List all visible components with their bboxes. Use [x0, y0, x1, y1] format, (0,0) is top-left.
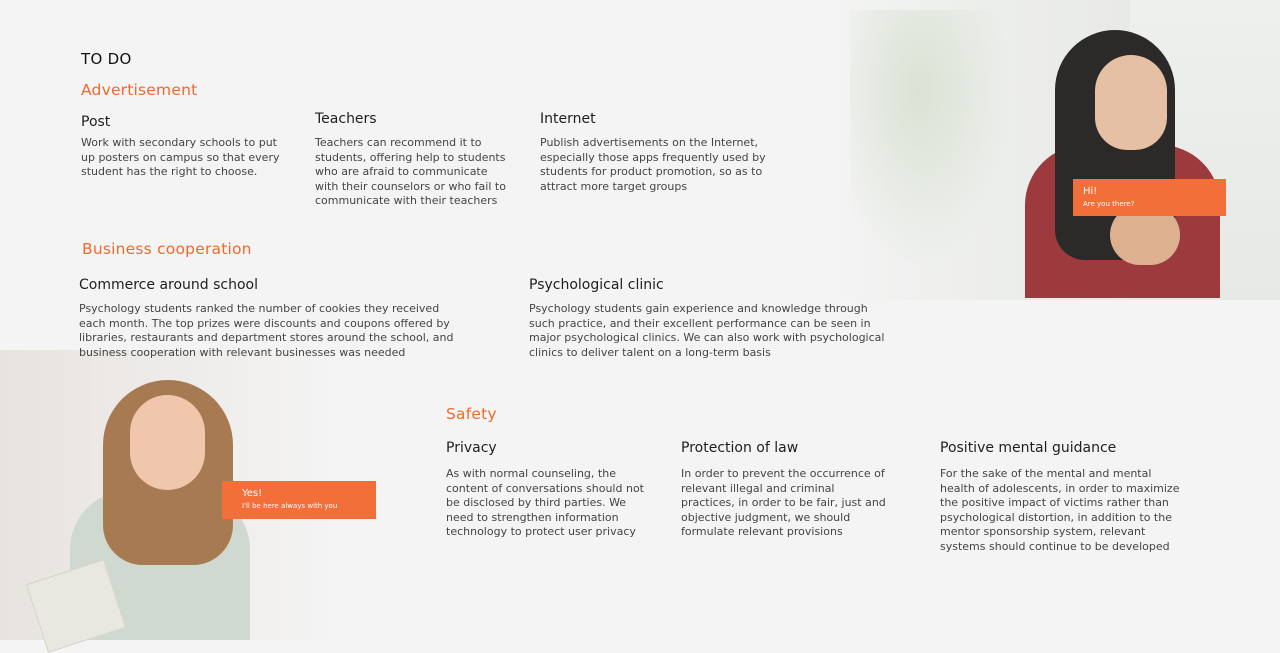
section-title-safety: Safety	[446, 405, 497, 423]
item-title-commerce: Commerce around school	[79, 277, 258, 293]
chat-bubble-left-line1: Yes!	[242, 488, 263, 499]
chat-bubble-left	[222, 481, 376, 519]
item-text-protection-of-law: In order to prevent the occurrence of relevant illegal and criminal practices, in order to be fair, just and objective judgment, we should formulate relevant provisions	[681, 467, 886, 538]
item-text-privacy: As with normal counseling, the content of conversations should not be disclosed by third parties. We need to strengthen information technology to protect user privacy	[446, 467, 644, 538]
section-title-advertisement: Advertisement	[81, 81, 198, 99]
chat-bubble-right-line2: Are you there?	[1083, 200, 1135, 208]
item-title-mental-guidance: Positive mental guidance	[940, 440, 1117, 456]
item-title-protection-of-law: Protection of law	[681, 440, 799, 456]
item-text-commerce: Psychology students ranked the number of cookies they received each month. The top prizes were discounts and coupons offered by libraries, restaurants and department stores around the school, and business cooperation with relevant businesses was needed	[79, 302, 454, 359]
item-title-post: Post	[81, 114, 111, 130]
item-title-clinic: Psychological clinic	[529, 277, 664, 293]
woman-right-face	[1095, 55, 1167, 150]
chat-bubble-left-line2: I'll be here always with you	[242, 502, 338, 510]
section-title-business: Business cooperation	[82, 240, 252, 258]
item-text-post: Work with secondary schools to put up posters on campus so that every student has the right to choose.	[81, 136, 280, 178]
woman-left-face	[130, 395, 205, 490]
todo-heading: TO DO	[81, 50, 132, 68]
item-text-clinic: Psychology students gain experience and knowledge through such practice, and their excellent performance can be seen in major psychological clinics. We can also work with psychological clinics to deliver talent on a long-term basis	[529, 302, 885, 359]
item-title-privacy: Privacy	[446, 440, 497, 456]
chat-bubble-right	[1073, 179, 1226, 216]
chat-bubble-right-line1: Hi!	[1083, 186, 1098, 197]
item-text-internet: Publish advertisements on the Internet, especially those apps frequently used by students for product promotion, so as to attract more target groups	[540, 136, 766, 193]
item-text-teachers: Teachers can recommend it to students, offering help to students who are afraid to communicate with their counselors or who fail to communicate with their teachers	[315, 136, 506, 207]
item-text-mental-guidance: For the sake of the mental and mental health of adolescents, in order to maximize the positive impact of victims rather than psychological distortion, in addition to the mentor sponsorship system, relevant systems should continue to be developed	[940, 467, 1180, 553]
item-title-teachers: Teachers	[315, 111, 377, 127]
item-title-internet: Internet	[540, 111, 596, 127]
plant-decoration	[850, 10, 1020, 280]
